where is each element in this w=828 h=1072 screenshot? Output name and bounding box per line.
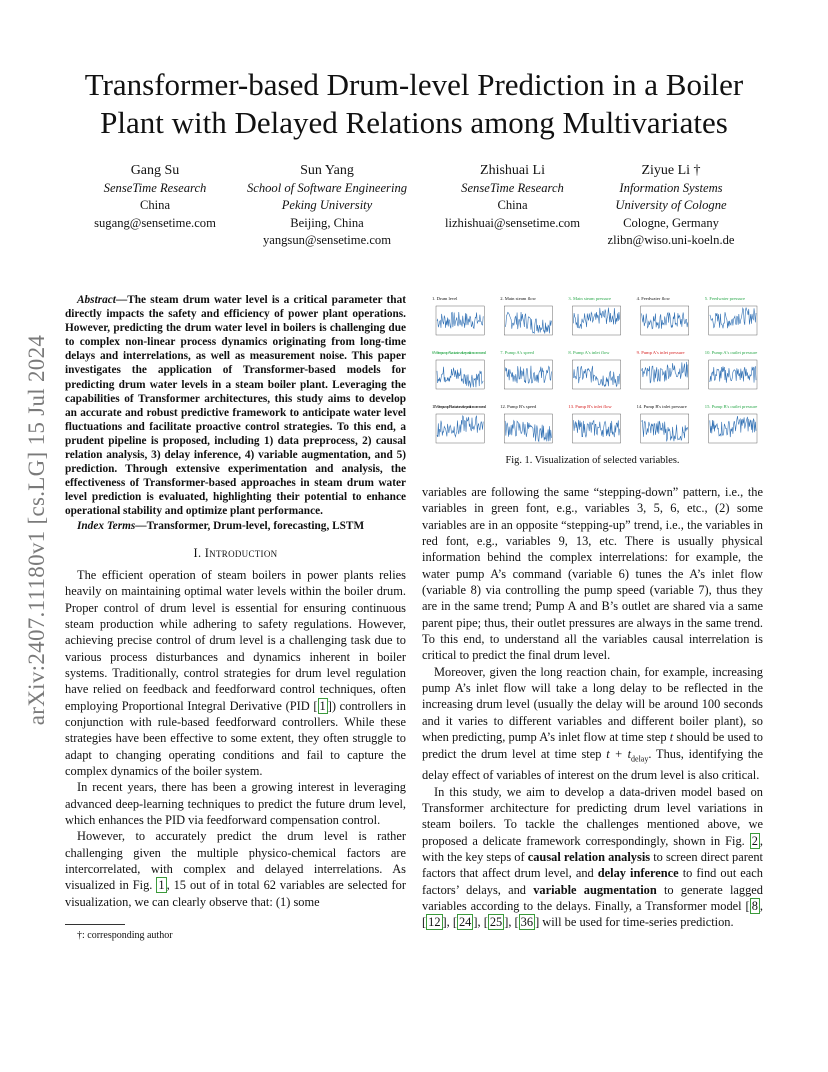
emphasis-delay: delay inference — [597, 866, 679, 881]
figure-panel-4 — [637, 296, 689, 335]
figure-caption: Fig. 1. Visualization of selected variables. — [505, 455, 680, 466]
intro-paragraph-1 — [65, 567, 406, 779]
figure-panel-title: 4. Feedwater flow — [636, 296, 670, 301]
figure-panel-1 — [432, 296, 484, 335]
intro-paragraph-2: In recent years, there has been a growing interest in leveraging advanced deep-learning techniques to predict the future drum level, which enhances the PID via feedforward compensation control. — [65, 780, 406, 828]
author-email[interactable]: sugang@sensetime.com — [94, 215, 216, 230]
figure-panel-trace — [573, 308, 619, 329]
author-location: China — [497, 198, 528, 213]
figure-panel-5 — [705, 296, 757, 335]
index-terms-label: Index Terms — [77, 519, 136, 532]
right-paragraph-2 — [422, 664, 763, 784]
right-p3-text-c: to screen direct parent factors that affect drum level, and — [422, 850, 763, 881]
figure-panel-trace — [710, 308, 756, 329]
footnote-divider — [65, 924, 125, 925]
right-paragraph-3: In this study, we aim to develop a data-driven model based on Transformer architecture for predicting drum level variations in steam boilers. To tackle the challenges mentioned above, we proposed a delicate framework correspondingly, shown in Fig. 2 , with the key steps of causal relation analysis to screen direct parent factors that affect drum level, and delay inference to find out each factors’ delays, and variable augmentation to generate lagged variables according to the delays. Finally, a Transformer model [ 8 , [ 12 ], [ 24 ], [ 25 ], [ 36 ] will be used for time-series prediction. — [422, 784, 764, 930]
figure-panel-6 — [432, 350, 487, 389]
figure-panel-title: 13. Pump B's inlet flow — [568, 404, 612, 409]
figure-panel-11 — [432, 404, 487, 443]
figure-panel-2 — [500, 296, 552, 335]
figure-panel-title: 7. Pump A's speed — [500, 350, 534, 355]
figure-panel-trace — [710, 366, 756, 383]
figure-panel-3 — [568, 296, 620, 335]
emphasis-causal: causal relation analysis — [527, 850, 651, 865]
figure-panel-trace — [642, 312, 688, 328]
index-terms-text: —Transformer, Drum-level, forecasting, LSTM — [135, 519, 365, 532]
figure-panel-trace — [505, 312, 551, 334]
author-institution: University of Cologne — [615, 198, 727, 213]
footnote: †: corresponding author — [77, 930, 173, 942]
intro-p1-end: ]) controllers in conjunction with rule-based feedforward controllers. While these strategies have been effective to some extent, they often struggle to adapt to changing operating conditions and fail to capture the complex dynamics of the boiler system. — [65, 698, 406, 779]
figure-panel-title: 9. Pump A's inlet pressure — [636, 350, 685, 355]
figure-panel-trace — [505, 421, 551, 442]
arxiv-identifier-text: arXiv:2407.11180v1 [cs.LG] 15 Jul 2024 — [24, 334, 49, 726]
index-terms — [65, 519, 406, 533]
section-heading-introduction: I. Introduction — [193, 545, 278, 560]
intro-p3-text: However, to accurately predict the drum level is rather challenging given the multiple physico-chemical factors are intercorrelated, with complex and delayed interrelations. As visualized in Fig. — [65, 829, 406, 893]
figure-panel-15 — [705, 404, 758, 443]
citation-link[interactable]: 36 — [520, 915, 534, 930]
figure-panel-trace — [710, 416, 756, 437]
right-paragraph-1: variables are following the same “stepping-down” pattern, i.e., the variables in green font, e.g., variables 3, 5, 6, etc., (2) some variables are in an opposite “stepping-up” trend, i.e., the variables in red font, e.g., variables 9, 13, etc. There is usually physical information behind the complex interrelations: for example, the water pump A’s command (variable 6) tunes the A’s inlet flow (variable 8) via controlling the pump speed (variable 7), thus they are in the same trend; Pump A and B’s outlet are shared via a same parent pipe; thus, their outlet pressures are always in the same trend. To this end, to understand all the variables causal interrelation is critical to predict the final drum level. — [422, 485, 763, 663]
figure-panel-trace — [437, 367, 483, 388]
intro-paragraph-3 — [65, 828, 406, 910]
author-name: Ziyue Li † — [641, 163, 701, 178]
figure-panel-trace — [642, 420, 688, 441]
right-p3-text-b: , with the key steps of — [422, 833, 763, 865]
figure-panel-9 — [637, 350, 689, 389]
figure-panel-title: 1. Drum level — [432, 296, 458, 301]
figure-panel-title: 14. Pump B's inlet pressure — [636, 404, 687, 409]
figure-panel-title: 11. Water pump B's actuator valve position command — [432, 404, 487, 409]
figure-panel-trace — [437, 416, 483, 437]
figure-panel-title: 15. Pump B's outlet pressure — [704, 404, 758, 409]
figure-panel-14 — [637, 404, 689, 443]
citation-link[interactable]: 12 — [428, 915, 441, 930]
right-p2-text: Moreover, given the long reaction chain, for example, increasing pump A’s inlet flow will take a long delay to be reflected in the increasing drum level (usually the delay will be around 100 seconds and it varies to different variables and different boiler plant), so when predicting, pump A’s inlet flow at time step — [422, 664, 763, 745]
citation-link[interactable]: 24 — [458, 915, 472, 930]
author-location: China — [139, 198, 171, 213]
author-email[interactable]: lizhishuai@sensetime.com — [444, 215, 581, 230]
abstract — [65, 293, 406, 519]
figure-panel-8 — [568, 350, 620, 389]
author-email[interactable]: yangsun@sensetime.com — [262, 233, 392, 248]
author-affiliation: Information Systems — [619, 181, 723, 195]
right-p2-text-b: should be used to predict the drum level at time step — [422, 730, 763, 761]
abstract-label: Abstract — [77, 294, 116, 306]
figure-panel-title: 12. Pump B's speed — [500, 404, 537, 409]
figure-panel-10 — [705, 350, 758, 389]
author-3 — [430, 162, 595, 232]
author-location: Beijing, China — [290, 215, 364, 230]
right-p3-text: In this study, we aim to develop a data-driven model based on Transformer architecture for predicting drum level variations in steam boilers. To tackle the challenges mentioned above, we proposed a delicate framework correspondingly, shown in Fig. — [422, 784, 763, 848]
intro-p3-end: , 15 out of in total 62 variables are selected for visualization, we can clearly observe that: (1) some — [65, 878, 406, 909]
author-name: Zhishuai Li — [480, 163, 545, 178]
figure-panel-13 — [568, 404, 620, 443]
emphasis-augmentation: variable augmentation — [533, 882, 657, 897]
author-affiliation: School of Software Engineering — [246, 181, 408, 195]
figure-panel-trace — [573, 420, 619, 437]
author-name: Gang Su — [130, 163, 180, 178]
paper-title-line1: Transformer-based Drum-level Prediction in a Boiler — [84, 67, 744, 102]
right-p3-text-f: ] will be used for time-series prediction. — [535, 915, 734, 930]
figure-panel-title: 8. Pump A's inlet flow — [568, 350, 610, 355]
figure-link[interactable]: 2 — [751, 833, 758, 848]
author-institution: Peking University — [281, 198, 373, 213]
author-1 — [80, 162, 230, 232]
figure-panel-7 — [500, 350, 552, 389]
figure-link[interactable]: 1 — [158, 878, 165, 893]
figure-variable-grid — [422, 293, 763, 455]
author-name: Sun Yang — [300, 163, 354, 178]
citation-link[interactable]: 1 — [319, 698, 326, 713]
author-email[interactable]: zlibn@wiso.uni-koeln.de — [607, 233, 735, 248]
right-column — [422, 484, 763, 931]
figure-panel-title: 3. Main steam pressure — [568, 296, 612, 301]
author-2 — [232, 162, 422, 250]
arxiv-identifier — [22, 300, 52, 760]
figure-panel-trace — [642, 362, 688, 383]
paper-title-line2: Plant with Delayed Relations among Multivariates — [100, 105, 728, 140]
figure-panel-trace — [505, 366, 551, 383]
abstract-text: —The steam drum water level is a critical parameter that directly impacts the safety and efficiency of power plant operations. However, predicting the drum water level in boilers is challenging due to complex non-linear process dynamics originating from long-time delays and interrelations, as well as measurement noise. This paper investigates the application of Transformer-based models for predicting drum water levels in a steam boiler plant. Leveraging the capabilities of Transformer architectures, this study aims to develop an accurate and robust predictive framework to anticipate water level fluctuations and facilitate proactive control strategies. To this end, a prudent pipeline is proposed, including 1) data preprocess, 2) causal relation analysis, 3) delay inference, 4) variable augmentation, and 5) prediction. Through extensive experimentation and analysis, the effectiveness of Transformer-based approaches in steam drum water level prediction is evaluated, highlighting their potential to enhance operational stability and optimize plant performance. — [65, 294, 406, 518]
citation-link[interactable]: 25 — [489, 915, 503, 930]
right-p3-text-e: to generate lagged variables according to the delays. Finally, a Transformer model [ — [422, 882, 763, 914]
citation-link[interactable]: 8 — [751, 899, 758, 914]
right-p2-text-c: . Thus, identifying the delay effect of variables of interest on the drum level is also critical. — [422, 746, 763, 783]
right-p3-text-d: to find out each factors’ delays, and — [422, 866, 764, 897]
author-affiliation: SenseTime Research — [461, 181, 564, 195]
figure-panel-trace — [437, 312, 483, 328]
figure-panel-12 — [500, 404, 552, 443]
intro-p1-text: The efficient operation of steam boilers in power plants relies heavily on maintaining optimal water levels within the boiler drum. Proper control of drum level is essential for ensuring continuous steam production while adhering to safety regulations. However, achieving precise control of drum level is a challenging task due to various process disturbances and dynamics inherent in boiler systems. Traditionally, control strategies for drum level regulation have relied on feedback and feedforward control techniques, often employing Proportional Integral Derivative (PID [ — [65, 567, 406, 713]
left-column — [65, 293, 406, 942]
figure-panel-title: 6. Water pump A's actuator valve position command — [432, 350, 487, 355]
author-affiliation: SenseTime Research — [103, 181, 207, 195]
math-t-delay: t + t — [606, 746, 632, 761]
figure-panel-title: 2. Main steam flow — [500, 296, 536, 301]
math-t: t — [669, 730, 674, 745]
math-subscript: delay — [631, 753, 649, 763]
author-4 — [596, 162, 746, 250]
paper-title — [40, 66, 788, 142]
figure-panel-trace — [573, 366, 619, 386]
figure-panel-axes — [709, 414, 757, 443]
figure-panel-title: 10. Pump A's outlet pressure — [704, 350, 758, 355]
author-location: Cologne, Germany — [623, 215, 719, 230]
figure-panel-title: 5. Feedwater pressure — [704, 296, 745, 301]
